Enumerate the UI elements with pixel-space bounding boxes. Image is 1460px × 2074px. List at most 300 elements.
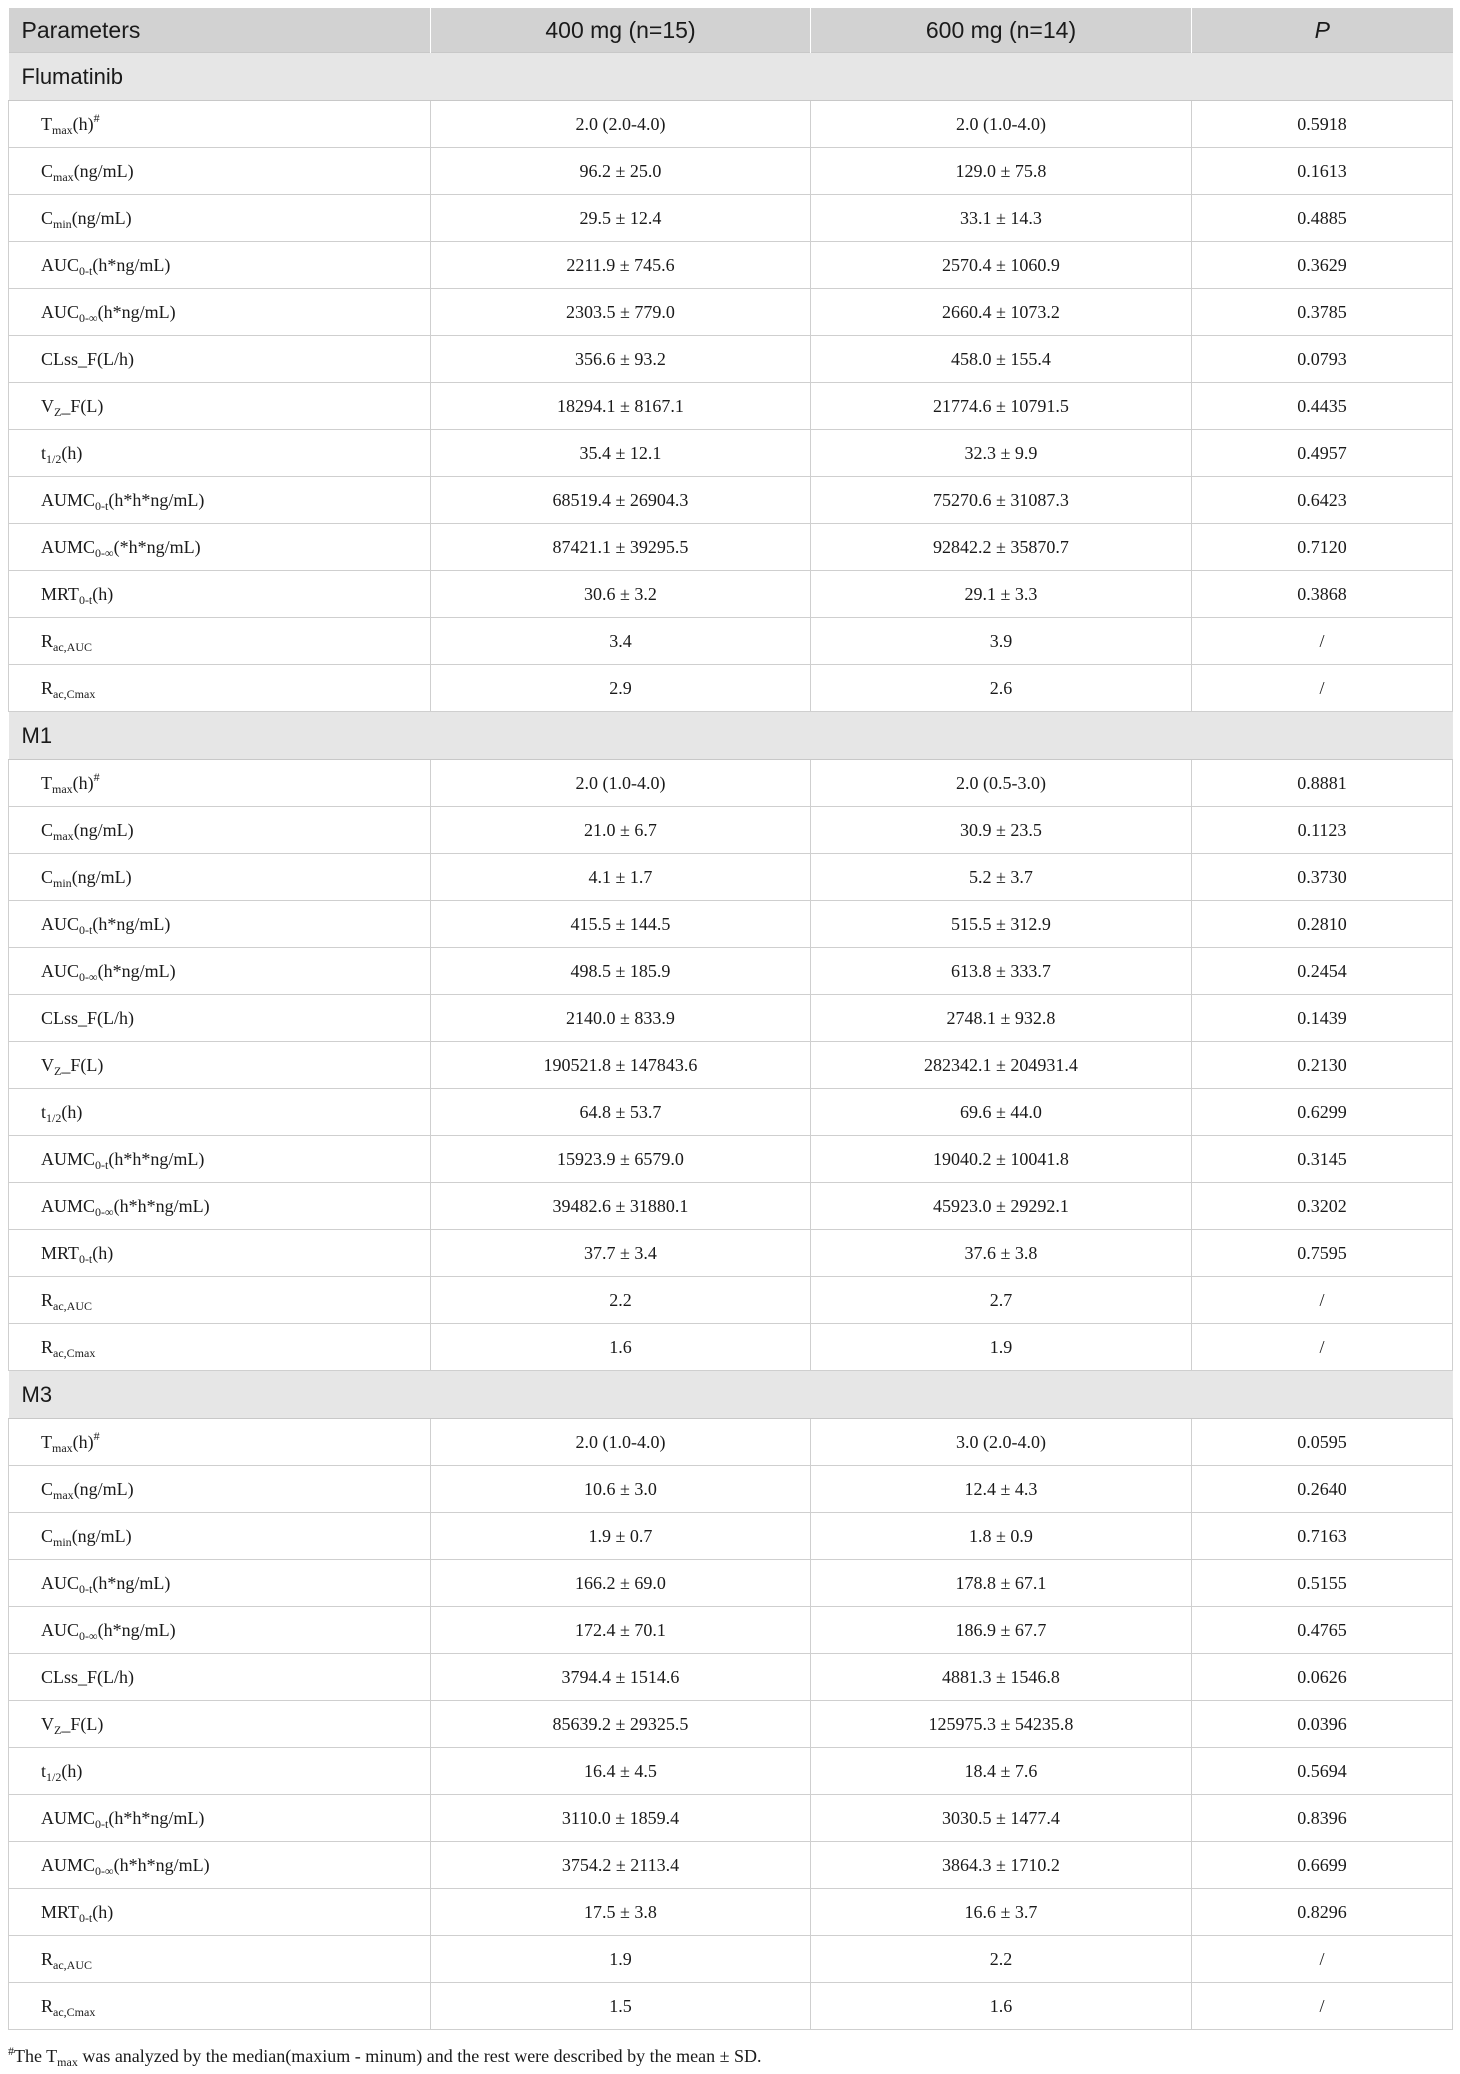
value-600mg: 186.9 ± 67.7: [811, 1607, 1192, 1654]
table-row: [9, 948, 1453, 995]
param-base: R: [41, 1948, 54, 1969]
value-600mg: 12.4 ± 4.3: [811, 1466, 1192, 1513]
param-base: V: [41, 1054, 54, 1075]
value-400mg: 17.5 ± 3.8: [431, 1889, 811, 1936]
param-subscript: ac,AUC: [53, 1957, 93, 1972]
param-base: R: [41, 630, 54, 651]
parameter-cell: [9, 430, 431, 477]
param-unit: (h*h*ng/mL): [113, 1195, 210, 1216]
param-base: C: [41, 1478, 54, 1499]
value-400mg: 39482.6 ± 31880.1: [431, 1183, 811, 1230]
parameter-cell: [9, 665, 431, 712]
p-value: 0.7595: [1192, 1230, 1453, 1277]
table-row: [9, 430, 1453, 477]
parameter-cell: [9, 477, 431, 524]
value-400mg: 1.6: [431, 1324, 811, 1371]
param-base: CLss_F(L/h): [41, 1007, 135, 1028]
param-subscript: 0-∞: [79, 1628, 98, 1643]
param-subscript: 0-t: [95, 1816, 109, 1831]
table-row: [9, 289, 1453, 336]
param-unit: (h*ng/mL): [92, 1572, 171, 1593]
parameter-cell: [9, 1936, 431, 1983]
table-body: [9, 53, 1453, 2030]
value-400mg: 29.5 ± 12.4: [431, 195, 811, 242]
param-subscript: 0-∞: [79, 310, 98, 325]
footnote-text: was analyzed by the median(maxium - minum) and the rest were described by the mean ± SD.: [77, 2046, 762, 2066]
param-unit: (h): [72, 113, 94, 134]
table-row: [9, 1324, 1453, 1371]
p-value: 0.1439: [1192, 995, 1453, 1042]
parameter-cell: [9, 995, 431, 1042]
value-600mg: 2.0 (1.0-4.0): [811, 101, 1192, 148]
p-value: 0.4885: [1192, 195, 1453, 242]
param-base: AUC: [41, 1572, 80, 1593]
value-600mg: 2748.1 ± 932.8: [811, 995, 1192, 1042]
param-subscript: 0-∞: [95, 545, 114, 560]
p-value: 0.2810: [1192, 901, 1453, 948]
param-subscript: 1/2: [46, 451, 62, 466]
footnote-sub: max: [57, 2055, 78, 2069]
param-subscript: 0-t: [95, 498, 109, 513]
table-row: [9, 148, 1453, 195]
value-400mg: 2.0 (1.0-4.0): [431, 760, 811, 807]
value-600mg: 3030.5 ± 1477.4: [811, 1795, 1192, 1842]
param-unit: (h*ng/mL): [97, 301, 176, 322]
param-subscript: 0-t: [78, 1251, 93, 1266]
table-row: [9, 242, 1453, 289]
table-row: [9, 1277, 1453, 1324]
param-base: AUC: [41, 254, 80, 275]
param-subscript: min: [53, 875, 72, 890]
p-value: 0.1123: [1192, 807, 1453, 854]
param-base: C: [41, 207, 54, 228]
value-600mg: 69.6 ± 44.0: [811, 1089, 1192, 1136]
parameter-cell: [9, 1419, 431, 1466]
value-400mg: 16.4 ± 4.5: [431, 1748, 811, 1795]
param-subscript: 1/2: [46, 1110, 62, 1125]
value-400mg: 2.2: [431, 1277, 811, 1324]
table-row: [9, 618, 1453, 665]
value-600mg: 515.5 ± 312.9: [811, 901, 1192, 948]
table-row: [9, 524, 1453, 571]
p-value: 0.3785: [1192, 289, 1453, 336]
param-base: t: [41, 442, 47, 463]
table-row: [9, 383, 1453, 430]
p-value: 0.6423: [1192, 477, 1453, 524]
param-base: AUMC: [41, 1195, 96, 1216]
value-400mg: 3794.4 ± 1514.6: [431, 1654, 811, 1701]
header-parameters: Parameters: [9, 8, 431, 53]
table-row: [9, 1607, 1453, 1654]
pk-parameters-table: [8, 8, 1453, 2030]
param-unit: (ng/mL): [71, 866, 132, 887]
param-subscript: ac,AUC: [53, 639, 93, 654]
value-400mg: 68519.4 ± 26904.3: [431, 477, 811, 524]
p-value: 0.3730: [1192, 854, 1453, 901]
value-600mg: 16.6 ± 3.7: [811, 1889, 1192, 1936]
value-400mg: 3754.2 ± 2113.4: [431, 1842, 811, 1889]
param-subscript: Z: [54, 1722, 62, 1737]
param-base: AUMC: [41, 489, 96, 510]
parameter-cell: [9, 1466, 431, 1513]
param-base: CLss_F(L/h): [41, 348, 135, 369]
table-row: [9, 995, 1453, 1042]
param-subscript: 0-t: [79, 922, 93, 937]
value-600mg: 30.9 ± 23.5: [811, 807, 1192, 854]
param-subscript: 0-∞: [79, 969, 98, 984]
p-value: /: [1192, 618, 1453, 665]
param-superscript: #: [93, 110, 100, 125]
value-400mg: 3.4: [431, 618, 811, 665]
table-row: [9, 195, 1453, 242]
value-600mg: 3.0 (2.0-4.0): [811, 1419, 1192, 1466]
param-base: V: [41, 1713, 54, 1734]
parameter-cell: [9, 948, 431, 995]
parameter-cell: [9, 524, 431, 571]
param-base: AUC: [41, 1619, 80, 1640]
table-row: [9, 1654, 1453, 1701]
value-600mg: 33.1 ± 14.3: [811, 195, 1192, 242]
param-unit: (h*ng/mL): [97, 960, 176, 981]
table-row: [9, 1513, 1453, 1560]
p-value: 0.3202: [1192, 1183, 1453, 1230]
value-600mg: 21774.6 ± 10791.5: [811, 383, 1192, 430]
footnote-pre: The T: [14, 2046, 58, 2066]
value-400mg: 30.6 ± 3.2: [431, 571, 811, 618]
value-600mg: 5.2 ± 3.7: [811, 854, 1192, 901]
value-600mg: 458.0 ± 155.4: [811, 336, 1192, 383]
table-row: [9, 1089, 1453, 1136]
p-value: /: [1192, 665, 1453, 712]
table-row: [9, 1419, 1453, 1466]
param-subscript: Z: [54, 1063, 62, 1078]
parameter-cell: [9, 760, 431, 807]
value-600mg: 1.9: [811, 1324, 1192, 1371]
value-600mg: 129.0 ± 75.8: [811, 148, 1192, 195]
param-unit: (ng/mL): [73, 1478, 134, 1499]
value-600mg: 1.8 ± 0.9: [811, 1513, 1192, 1560]
param-base: C: [41, 819, 54, 840]
param-unit: (ng/mL): [71, 207, 132, 228]
param-subscript: min: [53, 1534, 72, 1549]
parameter-cell: [9, 1183, 431, 1230]
table-row: [9, 101, 1453, 148]
param-subscript: max: [53, 828, 74, 843]
table-row: [9, 1042, 1453, 1089]
p-value: 0.5155: [1192, 1560, 1453, 1607]
param-base: t: [41, 1101, 47, 1122]
value-600mg: 18.4 ± 7.6: [811, 1748, 1192, 1795]
param-subscript: ac,Cmax: [53, 2004, 96, 2019]
section-row: [9, 53, 1453, 101]
param-subscript: ac,Cmax: [53, 1345, 96, 1360]
p-value: /: [1192, 1324, 1453, 1371]
param-base: AUMC: [41, 1807, 96, 1828]
parameter-cell: [9, 1230, 431, 1277]
table-row: [9, 1136, 1453, 1183]
param-subscript: 0-∞: [95, 1204, 114, 1219]
value-600mg: 32.3 ± 9.9: [811, 430, 1192, 477]
table-header: [9, 8, 1453, 53]
parameter-cell: [9, 148, 431, 195]
p-value: 0.7163: [1192, 1513, 1453, 1560]
parameter-cell: [9, 1748, 431, 1795]
value-400mg: 415.5 ± 144.5: [431, 901, 811, 948]
param-unit: (h): [61, 1101, 83, 1122]
parameter-cell: [9, 1089, 431, 1136]
parameter-cell: [9, 901, 431, 948]
p-value: 0.0595: [1192, 1419, 1453, 1466]
table-row: [9, 1701, 1453, 1748]
table-row: [9, 760, 1453, 807]
table-row: [9, 1748, 1453, 1795]
param-unit: (h): [92, 1901, 114, 1922]
table-row: [9, 854, 1453, 901]
value-600mg: 2.7: [811, 1277, 1192, 1324]
parameter-cell: [9, 383, 431, 430]
section-row: [9, 712, 1453, 760]
param-subscript: max: [53, 169, 74, 184]
table-row: [9, 901, 1453, 948]
p-value: 0.6299: [1192, 1089, 1453, 1136]
param-unit: (h): [61, 442, 83, 463]
table-row: [9, 1936, 1453, 1983]
param-subscript: 0-t: [78, 592, 93, 607]
p-value: 0.0396: [1192, 1701, 1453, 1748]
p-value: 0.5918: [1192, 101, 1453, 148]
param-base: T: [41, 772, 52, 793]
parameter-cell: [9, 336, 431, 383]
param-base: R: [41, 1336, 54, 1357]
p-value: 0.2130: [1192, 1042, 1453, 1089]
param-unit: (h*h*ng/mL): [108, 489, 205, 510]
param-superscript: #: [93, 769, 100, 784]
value-600mg: 4881.3 ± 1546.8: [811, 1654, 1192, 1701]
param-base: t: [41, 1760, 47, 1781]
param-superscript: #: [93, 1428, 100, 1443]
param-unit: (h*h*ng/mL): [108, 1807, 205, 1828]
p-value: 0.3629: [1192, 242, 1453, 289]
p-value: 0.3868: [1192, 571, 1453, 618]
param-base: C: [41, 1525, 54, 1546]
p-value: 0.5694: [1192, 1748, 1453, 1795]
parameter-cell: [9, 1560, 431, 1607]
param-base: CLss_F(L/h): [41, 1666, 135, 1687]
header-p-value: [1192, 8, 1453, 53]
table-row: [9, 665, 1453, 712]
p-value: /: [1192, 1936, 1453, 1983]
value-400mg: 2.9: [431, 665, 811, 712]
p-value: /: [1192, 1277, 1453, 1324]
table-row: [9, 336, 1453, 383]
param-base: AUMC: [41, 1148, 96, 1169]
p-value: 0.1613: [1192, 148, 1453, 195]
value-400mg: 2211.9 ± 745.6: [431, 242, 811, 289]
value-600mg: 45923.0 ± 29292.1: [811, 1183, 1192, 1230]
value-600mg: 178.8 ± 67.1: [811, 1560, 1192, 1607]
param-unit: (h): [72, 772, 94, 793]
section-title: M3: [9, 1371, 1453, 1419]
param-base: AUC: [41, 301, 80, 322]
table-row: [9, 807, 1453, 854]
parameter-cell: [9, 1701, 431, 1748]
table-row: [9, 571, 1453, 618]
value-400mg: 2.0 (2.0-4.0): [431, 101, 811, 148]
param-unit: (h): [92, 1242, 114, 1263]
param-subscript: ac,Cmax: [53, 686, 96, 701]
param-base: R: [41, 1289, 54, 1310]
param-unit: (h*h*ng/mL): [108, 1148, 205, 1169]
value-400mg: 356.6 ± 93.2: [431, 336, 811, 383]
table-container: [8, 8, 1452, 2030]
parameter-cell: [9, 1889, 431, 1936]
param-subscript: Z: [54, 404, 62, 419]
table-row: [9, 477, 1453, 524]
value-600mg: 3.9: [811, 618, 1192, 665]
param-base: C: [41, 160, 54, 181]
footnote: [8, 2046, 762, 2067]
param-subscript: max: [53, 1487, 74, 1502]
section-title: Flumatinib: [9, 53, 1453, 101]
param-base: V: [41, 395, 54, 416]
value-400mg: 1.9 ± 0.7: [431, 1513, 811, 1560]
value-600mg: 125975.3 ± 54235.8: [811, 1701, 1192, 1748]
value-600mg: 613.8 ± 333.7: [811, 948, 1192, 995]
param-subscript: 1/2: [46, 1769, 62, 1784]
param-unit: _F(L): [61, 1713, 104, 1734]
p-value: 0.0626: [1192, 1654, 1453, 1701]
parameter-cell: [9, 195, 431, 242]
parameter-cell: [9, 1842, 431, 1889]
parameter-cell: [9, 807, 431, 854]
parameter-cell: [9, 1042, 431, 1089]
value-400mg: 190521.8 ± 147843.6: [431, 1042, 811, 1089]
param-unit: (h*ng/mL): [92, 913, 171, 934]
parameter-cell: [9, 101, 431, 148]
value-400mg: 37.7 ± 3.4: [431, 1230, 811, 1277]
param-base: R: [41, 1995, 54, 2016]
param-subscript: max: [52, 122, 73, 137]
table-row: [9, 1560, 1453, 1607]
param-base: AUC: [41, 960, 80, 981]
value-400mg: 2140.0 ± 833.9: [431, 995, 811, 1042]
param-unit: (h): [92, 583, 114, 604]
table-row: [9, 1183, 1453, 1230]
param-unit: (h): [61, 1760, 83, 1781]
value-600mg: 75270.6 ± 31087.3: [811, 477, 1192, 524]
value-600mg: 92842.2 ± 35870.7: [811, 524, 1192, 571]
param-subscript: 0-t: [78, 1910, 93, 1925]
parameter-cell: [9, 1795, 431, 1842]
header-600mg: 600 mg (n=14): [811, 8, 1192, 53]
parameter-cell: [9, 1654, 431, 1701]
parameter-cell: [9, 1277, 431, 1324]
param-subscript: 0-t: [79, 1581, 93, 1596]
footnote-mark: #: [8, 2044, 14, 2058]
value-600mg: 282342.1 ± 204931.4: [811, 1042, 1192, 1089]
param-unit: (h): [72, 1431, 94, 1452]
parameter-cell: [9, 854, 431, 901]
param-unit: (h*ng/mL): [97, 1619, 176, 1640]
section-row: [9, 1371, 1453, 1419]
value-400mg: 18294.1 ± 8167.1: [431, 383, 811, 430]
value-600mg: 1.6: [811, 1983, 1192, 2030]
p-value: 0.8396: [1192, 1795, 1453, 1842]
header-p-label: P: [1314, 16, 1330, 43]
value-400mg: 87421.1 ± 39295.5: [431, 524, 811, 571]
value-400mg: 96.2 ± 25.0: [431, 148, 811, 195]
table-row: [9, 1842, 1453, 1889]
param-base: MRT: [41, 583, 79, 604]
parameter-cell: [9, 1983, 431, 2030]
header-400mg: 400 mg (n=15): [431, 8, 811, 53]
param-subscript: min: [53, 216, 72, 231]
p-value: 0.2454: [1192, 948, 1453, 995]
p-value: 0.4957: [1192, 430, 1453, 477]
p-value: 0.2640: [1192, 1466, 1453, 1513]
param-unit: _F(L): [61, 1054, 104, 1075]
parameter-cell: [9, 1324, 431, 1371]
param-base: MRT: [41, 1901, 79, 1922]
param-base: AUMC: [41, 536, 96, 557]
param-base: T: [41, 1431, 52, 1452]
param-unit: (h*h*ng/mL): [113, 1854, 210, 1875]
value-400mg: 1.5: [431, 1983, 811, 2030]
p-value: 0.6699: [1192, 1842, 1453, 1889]
p-value: 0.4435: [1192, 383, 1453, 430]
value-400mg: 85639.2 ± 29325.5: [431, 1701, 811, 1748]
value-600mg: 19040.2 ± 10041.8: [811, 1136, 1192, 1183]
param-base: C: [41, 866, 54, 887]
value-400mg: 166.2 ± 69.0: [431, 1560, 811, 1607]
table-row: [9, 1983, 1453, 2030]
table-row: [9, 1889, 1453, 1936]
p-value: /: [1192, 1983, 1453, 2030]
param-subscript: 0-t: [79, 263, 93, 278]
param-unit: (ng/mL): [71, 1525, 132, 1546]
table-row: [9, 1466, 1453, 1513]
table-row: [9, 1230, 1453, 1277]
header-row: [9, 8, 1453, 53]
value-600mg: 2.2: [811, 1936, 1192, 1983]
value-400mg: 2303.5 ± 779.0: [431, 289, 811, 336]
param-base: MRT: [41, 1242, 79, 1263]
parameter-cell: [9, 1607, 431, 1654]
param-base: AUMC: [41, 1854, 96, 1875]
parameter-cell: [9, 1513, 431, 1560]
param-subscript: 0-∞: [95, 1863, 114, 1878]
param-unit: (ng/mL): [73, 160, 134, 181]
param-base: R: [41, 677, 54, 698]
p-value: 0.3145: [1192, 1136, 1453, 1183]
value-600mg: 2660.4 ± 1073.2: [811, 289, 1192, 336]
parameter-cell: [9, 242, 431, 289]
param-base: T: [41, 113, 52, 134]
value-400mg: 35.4 ± 12.1: [431, 430, 811, 477]
param-unit: (ng/mL): [73, 819, 134, 840]
param-base: AUC: [41, 913, 80, 934]
value-600mg: 2570.4 ± 1060.9: [811, 242, 1192, 289]
parameter-cell: [9, 1136, 431, 1183]
value-400mg: 498.5 ± 185.9: [431, 948, 811, 995]
p-value: 0.7120: [1192, 524, 1453, 571]
value-600mg: 29.1 ± 3.3: [811, 571, 1192, 618]
value-600mg: 2.0 (0.5-3.0): [811, 760, 1192, 807]
p-value: 0.4765: [1192, 1607, 1453, 1654]
value-400mg: 1.9: [431, 1936, 811, 1983]
value-600mg: 3864.3 ± 1710.2: [811, 1842, 1192, 1889]
param-subscript: max: [52, 1440, 73, 1455]
